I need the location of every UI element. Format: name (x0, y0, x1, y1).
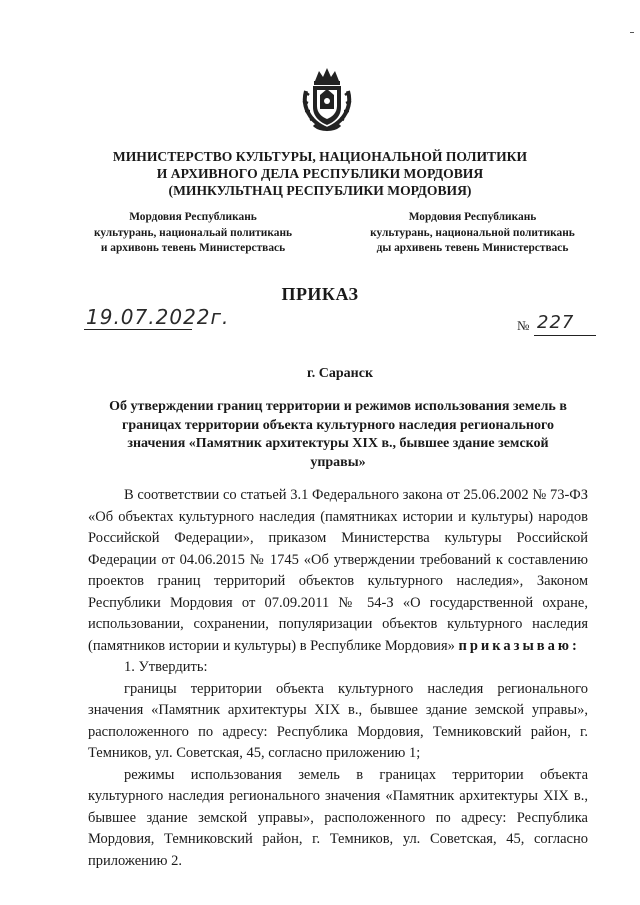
order-verb: приказываю: (458, 637, 580, 654)
preamble-text: В соответствии со статьей 3.1 Федерального закона от 25.06.2002 № 73-ФЗ «Об объектах культурного наследия (памятниках истории и культуры) народов Российской Федерации», приказом Министерства культуры Российской Федерации от 04.06.2015 № 1745 «Об утверждении требований к составлению проектов границ территорий объектов культурного наследия», Законом Республики Мордовия от 07.09.2011 № 54-З «О государственной охране, использовании, сохранении, популяризации объектов культурного наследия (памятников истории и культуры) в Республике Мордовия» (88, 487, 588, 654)
item-paragraph-1: границы территории объекта культурного наследия регионального значения «Памятник архитектуры XIX в., бывшее здание земской управы», расположенного по адресу: Республика Мордовия, Темниковский район, г. Темников, ул. Советская, 45, согласно приложению 1; (88, 680, 588, 761)
ministry-line: (МИНКУЛЬТНАЦ РЕСПУБЛИКИ МОРДОВИЯ) (168, 183, 472, 198)
number-underline (534, 335, 596, 336)
subject-line: границах территории объекта культурного наследия регионального (122, 417, 554, 433)
subject-line: значения «Памятник архитектуры XIX в., бывшее здание земской (127, 436, 549, 451)
order-date: 19.07.2022г. (86, 305, 230, 329)
erzya-line: ды архивень тевень Министерствась (376, 242, 569, 254)
preamble-paragraph (88, 485, 588, 657)
item-paragraph-2: режимы использования земель в границах территории объекта культурного наследия регионального значения «Памятник архитектуры XIX в., бывшее здание земской управы», расположенного по адресу: Республика Мордовия, Темниковский район, г. Темников, ул. Советская, 45, согласно приложению 2. (88, 766, 588, 869)
order-body (88, 485, 588, 872)
scan-edge-mark (630, 32, 634, 33)
moksha-line: и архивонь тевень Министерствась (100, 242, 286, 254)
ministry-line: И АРХИВНОГО ДЕЛА РЕСПУБЛИКИ МОРДОВИЯ (156, 166, 484, 181)
coat-of-arms-icon (300, 65, 354, 133)
ministry-name-moksha (68, 210, 318, 257)
date-underline (84, 329, 192, 330)
moksha-line: Мордовия Республикань (129, 211, 257, 223)
erzya-line: Мордовия Республикань (408, 211, 537, 223)
ministry-name-erzya (345, 210, 600, 257)
order-number: 227 (537, 312, 575, 333)
moksha-line: культурань, национальай политикань (93, 226, 293, 239)
order-number-label: № (517, 318, 530, 333)
subject-line: Об утверждении границ территории и режимов использования земель в (109, 399, 567, 414)
order-subject (88, 398, 588, 472)
subject-line: управы» (310, 454, 366, 470)
ministry-name (60, 148, 580, 199)
erzya-line: культурань, национальной политикань (370, 226, 575, 239)
order-city: г. Саранск (306, 366, 374, 381)
document-title: ПРИКАЗ (281, 284, 359, 304)
ministry-line: МИНИСТЕРСТВО КУЛЬТУРЫ, НАЦИОНАЛЬНОЙ ПОЛИТИКИ (112, 149, 528, 164)
item-heading: 1. Утвердить: (124, 659, 208, 675)
